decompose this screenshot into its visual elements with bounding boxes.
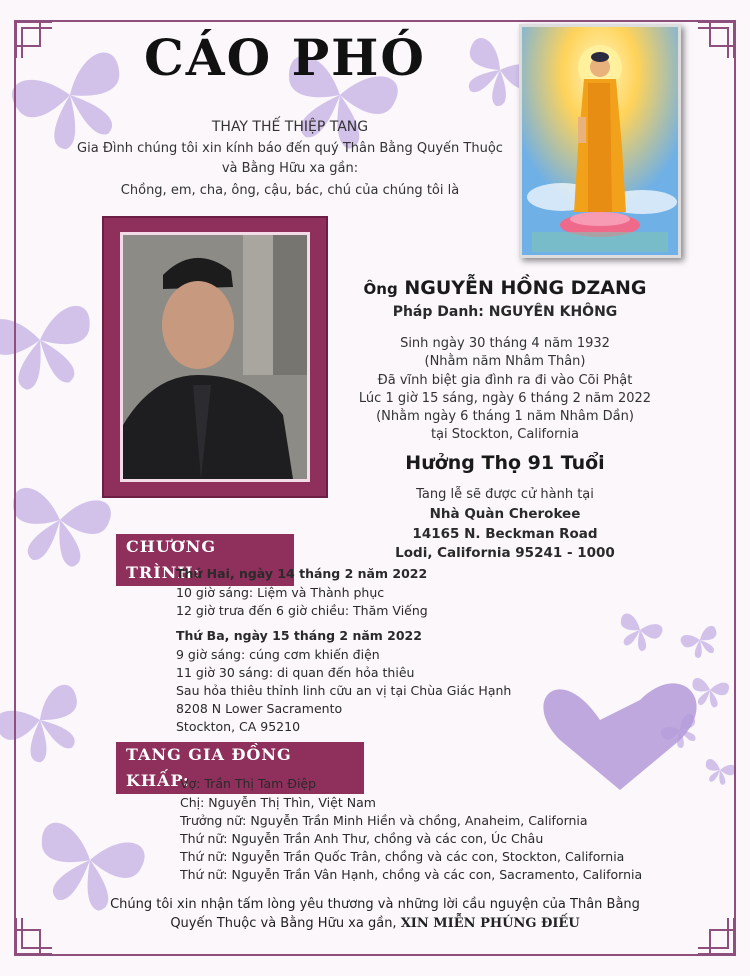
age-text: Hưởng Thọ 91 Tuổi: [405, 452, 605, 474]
family-member: Trưởng nữ: Nguyễn Trần Minh Hiền và chồng, Anaheim, California: [180, 813, 588, 828]
program-day2: Thứ Ba, ngày 15 tháng 2 năm 2022: [176, 628, 422, 643]
notice-text: Gia Đình chúng tôi xin kính báo đến quý Thân Bằng Quyến Thuộc và Bằng Hữu xa gần:: [77, 141, 503, 176]
funeral-venue: Nhà Quàn Cherokee: [429, 506, 581, 522]
corner-ornament: [14, 20, 54, 60]
passed-time: Lúc 1 giờ 15 sáng, ngày 6 tháng 2 năm 2022: [358, 391, 652, 406]
page-title: CÁO PHÓ: [144, 28, 426, 87]
family-heading: TANG GIA ĐỒNG KHẤP:: [116, 742, 364, 794]
corner-ornament: [696, 20, 736, 60]
dharma-name: Pháp Danh: NGUYÊN KHÔNG: [392, 304, 618, 320]
program-heading: CHƯƠNG TRÌNH:: [116, 534, 294, 586]
passed-lunar: (Nhằm ngày 6 tháng 1 năm Nhâm Dần): [376, 409, 634, 424]
family-member: Thứ nữ: Nguyễn Trần Vân Hạnh, chồng và các con, Sacramento, California: [180, 867, 643, 882]
family-member: Thứ nữ: Nguyễn Trần Quốc Trân, chồng và các con, Stockton, California: [180, 849, 625, 864]
relation-text: Chồng, em, cha, ông, cậu, bác, chú của chúng tôi là: [120, 183, 460, 198]
program-day1-item: 12 giờ trưa đến 6 giờ chiều: Thăm Viếng: [176, 603, 428, 618]
program-day2-item: 9 giờ sáng: cúng cơm khiến điện: [176, 647, 380, 662]
passed-text: Đã vĩnh biệt gia đình ra đi vào Cõi Phật: [377, 373, 633, 388]
born-date: Sinh ngày 30 tháng 4 năm 1932: [400, 336, 610, 351]
family-member: Chị: Nguyễn Thị Thìn, Việt Nam: [180, 795, 376, 810]
program-day2-item: Sau hỏa thiêu thỉnh linh cữu an vị tại Chùa Giác Hạnh: [176, 683, 512, 698]
name-text: NGUYỄN HỒNG DZANG: [404, 277, 647, 299]
program-day2-item: 11 giờ 30 sáng: di quan đến hỏa thiêu: [176, 665, 415, 680]
portrait-photo: [120, 232, 310, 482]
closing-line2: [100, 914, 650, 933]
program-day1-item: 10 giờ sáng: Liệm và Thành phục: [176, 585, 385, 600]
buddha-image: [519, 24, 681, 258]
closing-line1: Chúng tôi xin nhận tấm lòng yêu thương và những lời cầu nguyện của Thân Bằng: [110, 897, 640, 912]
program-day1: Thứ Hai, ngày 14 tháng 2 năm 2022: [176, 566, 428, 581]
funeral-street: 14165 N. Beckman Road: [412, 526, 598, 542]
deceased-name: [340, 277, 670, 299]
program-day2-item: 8208 N Lower Sacramento: [176, 701, 343, 716]
family-member: Vợ: Trần Thị Tam Điệp: [180, 776, 317, 791]
born-lunar: (Nhằm năm Nhâm Thân): [424, 354, 586, 369]
name-prefix: Ông: [363, 280, 398, 298]
corner-ornament: [14, 916, 54, 956]
closing-emphasis: XIN MIỄN PHÚNG ĐIẾU: [400, 916, 580, 931]
closing-text: Quyến Thuộc và Bằng Hữu xa gần,: [170, 916, 397, 931]
passed-place: tại Stockton, California: [430, 427, 580, 442]
corner-ornament: [696, 916, 736, 956]
program-day2-item: Stockton, CA 95210: [176, 719, 301, 734]
family-member: Thứ nữ: Nguyễn Trần Anh Thư, chồng và các con, Úc Châu: [180, 831, 544, 846]
subtitle: THAY THẾ THIỆP TANG: [211, 119, 369, 135]
funeral-intro: Tang lễ sẽ được cử hành tại: [416, 487, 594, 502]
funeral-city: Lodi, California 95241 - 1000: [395, 545, 615, 561]
